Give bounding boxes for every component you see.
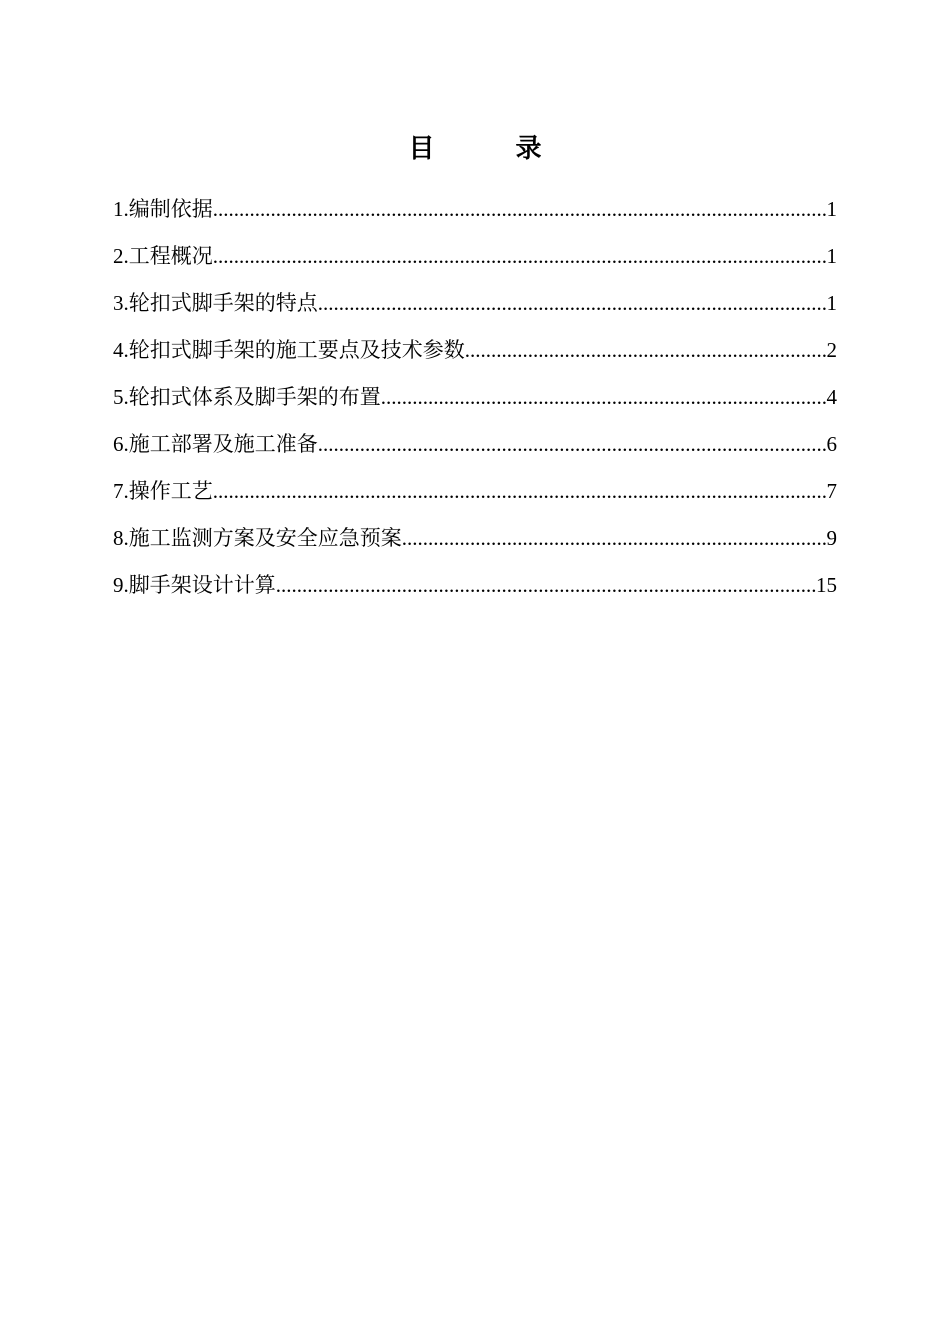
toc-entry-label: 5.轮扣式体系及脚手架的布置 — [113, 385, 381, 409]
toc-entry[interactable] — [113, 284, 837, 331]
toc-entry-label: 4.轮扣式脚手架的施工要点及技术参数 — [113, 338, 465, 362]
toc-entry[interactable] — [113, 425, 837, 472]
toc-entry-page: 7 — [826, 479, 837, 503]
toc-entry-label: 7.操作工艺 — [113, 479, 213, 503]
toc-dot-leader — [465, 331, 827, 369]
toc-entry-page: 2 — [826, 338, 837, 362]
toc-entry-page: 1 — [826, 244, 837, 268]
toc-entry-label: 8.施工监测方案及安全应急预案 — [113, 526, 402, 550]
toc-entry-page: 6 — [826, 432, 837, 456]
toc-entry[interactable] — [113, 566, 837, 613]
toc-entry-label: 1.编制依据 — [113, 197, 213, 221]
toc-entry[interactable] — [113, 190, 837, 237]
toc-entry-page: 15 — [816, 573, 837, 597]
toc-dot-leader — [276, 566, 816, 604]
toc-entry[interactable] — [113, 331, 837, 378]
toc-entry-page: 1 — [826, 197, 837, 221]
toc-entry-label: 6.施工部署及施工准备 — [113, 432, 318, 456]
toc-entry[interactable] — [113, 519, 837, 566]
toc-dot-leader — [381, 378, 827, 416]
table-of-contents — [113, 190, 837, 613]
toc-entry-page: 1 — [826, 291, 837, 315]
toc-entry[interactable] — [113, 472, 837, 519]
toc-dot-leader — [318, 284, 827, 322]
toc-dot-leader — [213, 190, 827, 228]
toc-entry[interactable] — [113, 378, 837, 425]
toc-dot-leader — [213, 237, 827, 275]
toc-entry-page: 9 — [826, 526, 837, 550]
toc-entry[interactable] — [113, 237, 837, 284]
toc-dot-leader — [402, 519, 827, 557]
toc-entry-label: 9.脚手架设计计算 — [113, 573, 276, 597]
toc-dot-leader — [318, 425, 827, 463]
toc-entry-label: 3.轮扣式脚手架的特点 — [113, 291, 318, 315]
toc-entry-page: 4 — [826, 385, 837, 409]
toc-title: 目 录 — [408, 134, 578, 164]
toc-dot-leader — [213, 472, 827, 510]
toc-entry-label: 2.工程概况 — [113, 244, 213, 268]
